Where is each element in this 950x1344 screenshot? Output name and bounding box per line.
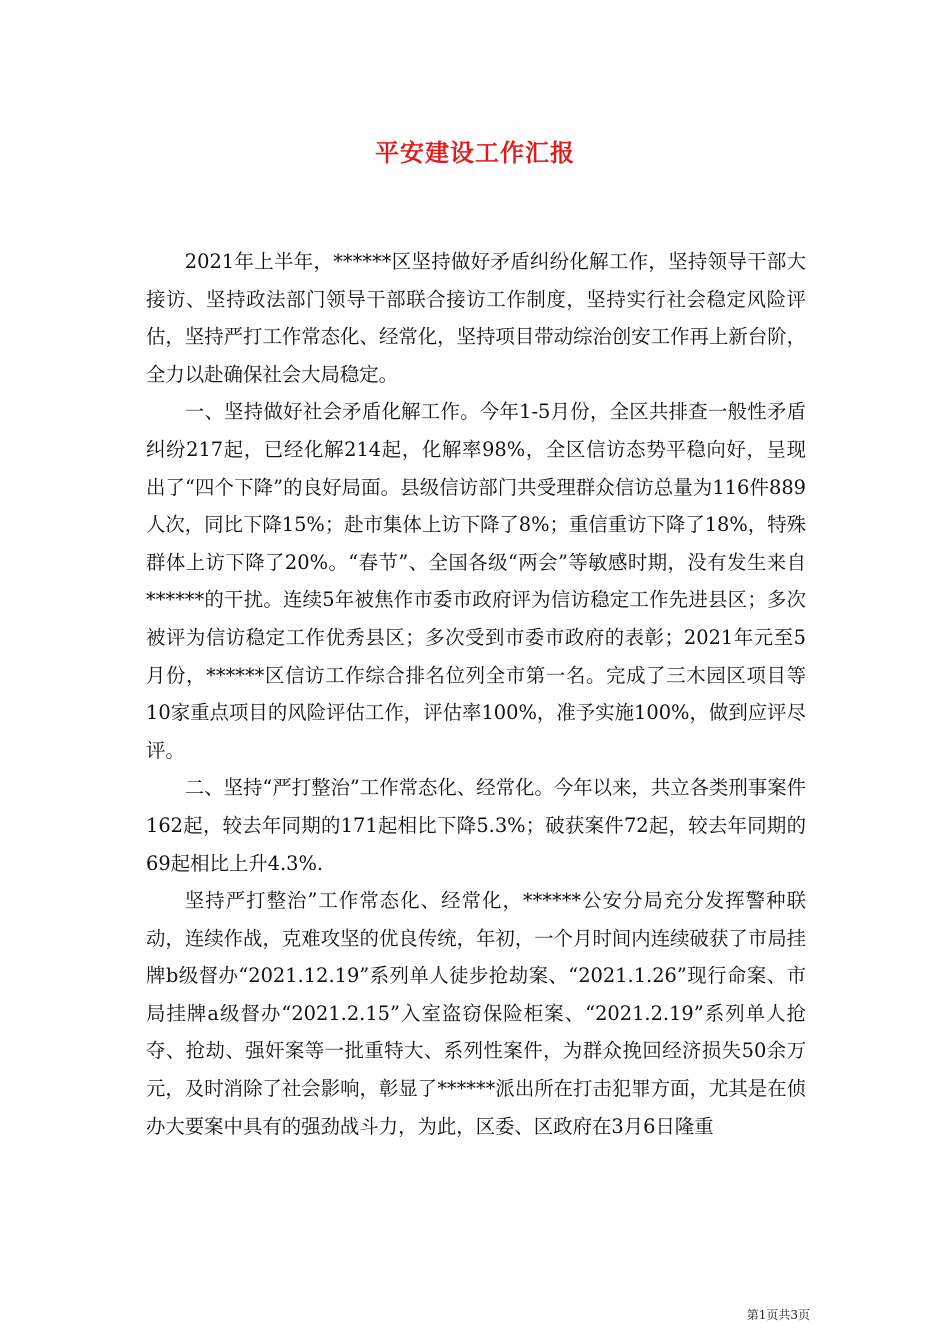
paragraph-intro: 2021年上半年，******区坚持做好矛盾纠纷化解工作，坚持领导干部大接访、坚持政法部门领导干部联合接访工作制度，坚持实行社会稳定风险评估，坚持严打工作常态化、经常化，坚持项目带动综治创安工作再上新台阶，全力以赴确保社会大局稳定。 <box>146 250 806 386</box>
paragraph-section-two: 二、坚持“严打整治”工作常态化、经常化。今年以来，共立各类刑事案件162起，较去年同期的171起相比下降5.3%；破获案件72起，较去年同期的69起相比上升4.3%. <box>146 776 806 875</box>
page-number: 第1页共3页 <box>746 1308 810 1322</box>
paragraph-police-work: 坚持严打整治”工作常态化、经常化，******公安分局充分发挥警种联动，连续作战，克难攻坚的优良传统，年初，一个月时间内连续破获了市局挂牌b级督办“2021.12.19”系列单人徒步抢劫案、“2021.1.26”现行命案、市局挂牌a级督办“2021.2.15”入室盗窃保险柜案、“2021.2.19”系列单人抢夺、抢劫、强奸案等一批重特大、系列性案件，为群众挽回经济损失50余万元，及时消除了社会影响，彰显了******派出所在打击犯罪方面，尤其是在侦办大要案中具有的强劲战斗力，为此，区委、区政府在3月6日隆重 <box>146 889 806 1138</box>
document-title: 平安建设工作汇报 <box>375 138 575 167</box>
paragraph-section-one: 一、坚持做好社会矛盾化解工作。今年1-5月份，全区共排查一般性矛盾纠纷217起，已经化解214起，化解率98%，全区信访态势平稳向好，呈现出了“四个下降”的良好局面。县级信访部门共受理群众信访总量为116件889人次，同比下降15%；赴市集体上访下降了8%；重信重访下降了18%，特殊群体上访下降了20%。“春节”、全国各级“两会”等敏感时期，没有发生来自******的干扰。连续5年被焦作市委市政府评为信访稳定工作先进县区；多次被评为信访稳定工作优秀县区；多次受到市委市政府的表彰；2021年元至5月份，******区信访工作综合排名位列全市第一名。完成了三木园区项目等10家重点项目的风险评估工作，评估率100%，准予实施100%，做到应评尽评。 <box>146 400 806 762</box>
document-body <box>146 243 806 1145</box>
